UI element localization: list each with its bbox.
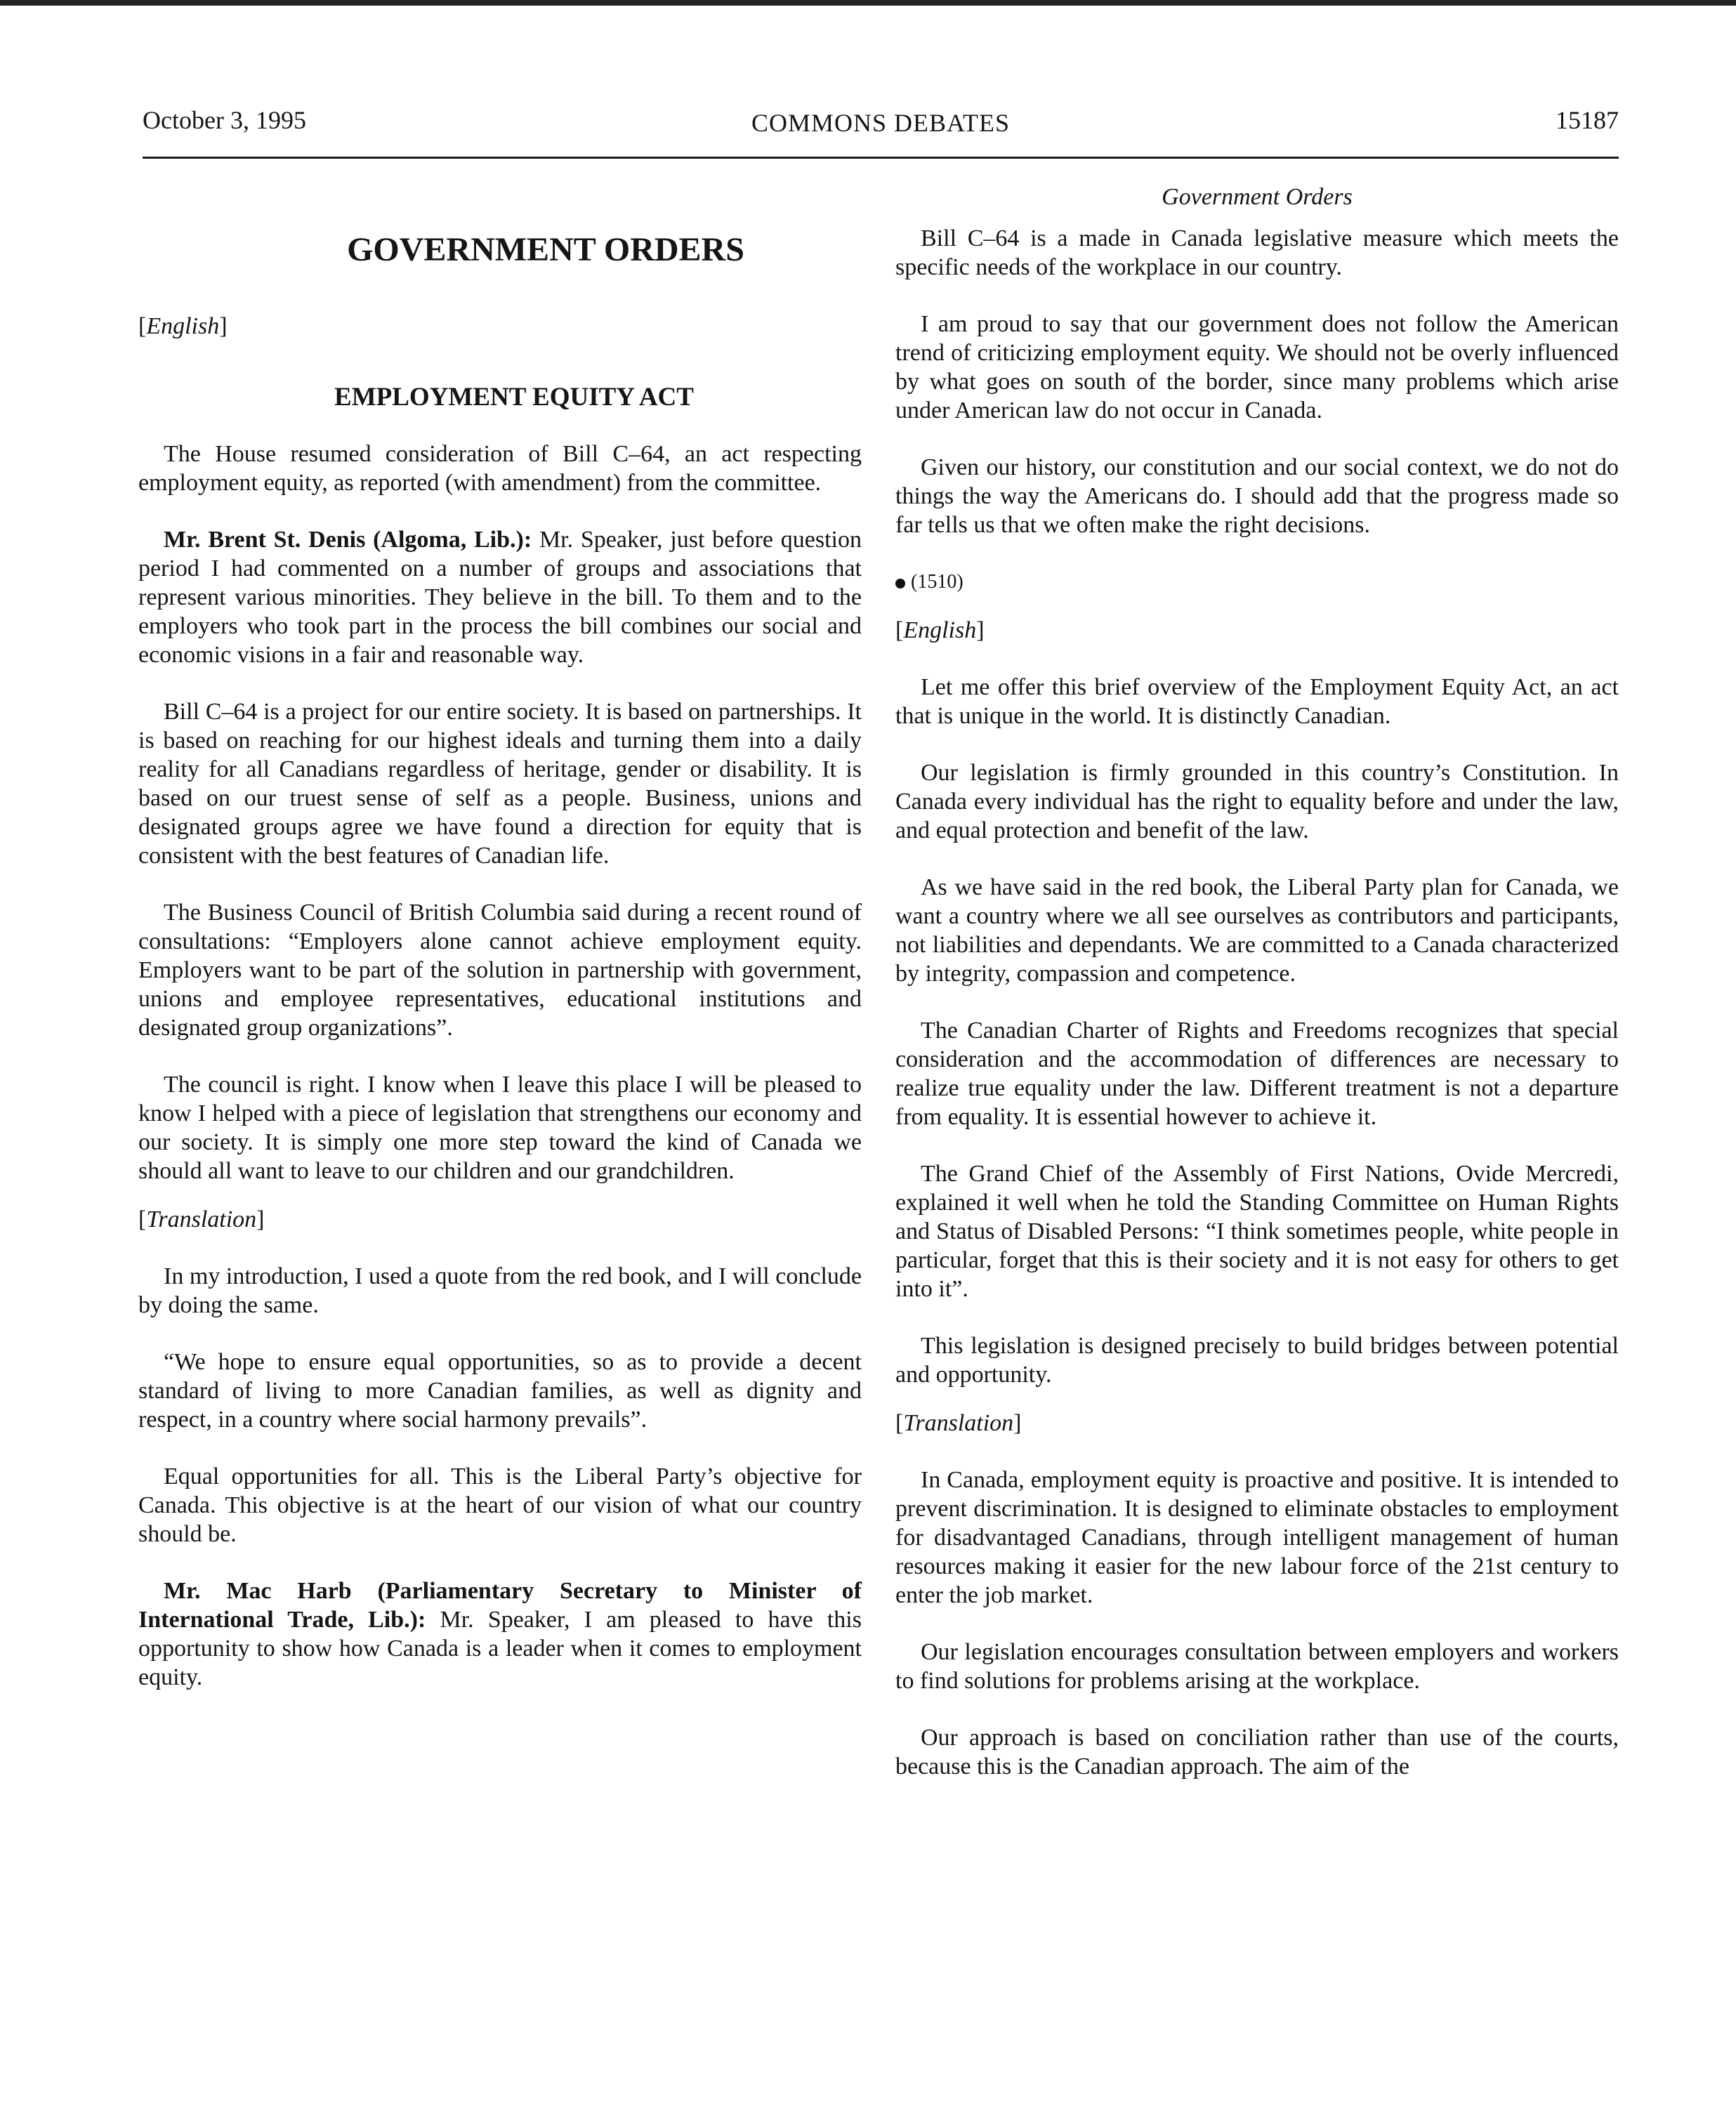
header-rule bbox=[143, 157, 1619, 159]
paragraph: As we have said in the red book, the Liberal Party plan for Canada, we want a country where we all see ourselves as contributors and participants, not liabilities and dependants. We are committed to a Canada characterized by integrity, compassion and competence. bbox=[895, 874, 1619, 987]
paragraph: Our approach is based on conciliation rather than use of the courts, because this is the Canadian approach. The aim of the bbox=[895, 1725, 1619, 1779]
language-tag-english bbox=[138, 312, 862, 341]
header-publication: COMMONS DEBATES bbox=[751, 109, 1011, 137]
paragraph: Bill C–64 is a project for our entire society. It is based on partnerships. It is based on reaching for our highest ideals and turning them into a daily reality for all Canadians regardless of heritage, gender or disability. It is based on our truest sense of self as a people. Business, unions and designated groups agree we have found a direction for equity that is consistent with the best features of Canadian life. bbox=[138, 699, 862, 869]
paragraph: The Grand Chief of the Assembly of First Nations, Ovide Mercredi, explained it well when he told the Standing Committee on Human Rights and Status of Disabled Persons: “I think sometimes people, white people in particular, forget that this is their society and it is not easy for others to get into it”. bbox=[895, 1161, 1619, 1302]
paragraph: Bill C–64 is a made in Canada legislative measure which meets the specific needs of the workplace in our country. bbox=[895, 225, 1619, 280]
paragraph: Equal opportunities for all. This is the Liberal Party’s objective for Canada. This objective is at the heart of our vision of what our country should be. bbox=[138, 1463, 862, 1547]
paragraph: Our legislation encourages consultation between employers and workers to find solutions for problems arising at the workplace. bbox=[895, 1639, 1619, 1694]
language-tag-translation bbox=[895, 1409, 1619, 1438]
running-head: Government Orders bbox=[1162, 184, 1353, 210]
paragraph: The council is right. I know when I leave this place I will be pleased to know I helped with a piece of legislation that strengthens our economy and our society. It is simply one more step toward the kind of Canada we should all want to leave to our children and our grandchildren. bbox=[138, 1072, 862, 1184]
language-tag-english bbox=[895, 616, 1619, 645]
header-page-number: 15187 bbox=[1556, 106, 1619, 134]
language-tag-text: [ Translation ] bbox=[895, 1410, 1022, 1436]
paragraph: The House resumed consideration of Bill C–64, an act respecting employment equity, as reported (with amendment) from the committee. bbox=[138, 441, 862, 496]
speech-paragraph bbox=[138, 1577, 862, 1692]
paragraph: Given our history, our constitution and our social context, we do not do things the way the Americans do. I should add that the progress made so far tells us that we often make the right decisions. bbox=[895, 454, 1619, 538]
paragraph: I am proud to say that our government does not follow the American trend of criticizing employment equity. We should not be overly influenced by what goes on south of the border, since many problems which arise under American law do not occur in Canada. bbox=[895, 311, 1619, 423]
paragraph: In my introduction, I used a quote from the red book, and I will conclude by doing the same. bbox=[138, 1263, 862, 1318]
speech-paragraph bbox=[138, 525, 862, 669]
paragraph: In Canada, employment equity is proactive and positive. It is intended to prevent discrimination. It is designed to eliminate obstacles to employment for disadvantaged Canadians, through intelligent management of human resources making it easier for the new labour force of the 21st century to enter the job market. bbox=[895, 1467, 1619, 1608]
scan-top-edge bbox=[0, 0, 1736, 6]
subhead-employment-equity-act: EMPLOYMENT EQUITY ACT bbox=[334, 383, 694, 412]
quote-paragraph: “We hope to ensure equal opportunities, so as to provide a decent standard of living to more Canadian families, as well as dignity and respect, in a country where social harmony prevails”. bbox=[138, 1349, 862, 1433]
timestamp-text: (1510) bbox=[911, 571, 964, 593]
section-title: GOVERNMENT ORDERS bbox=[347, 231, 744, 268]
page-header bbox=[143, 105, 1619, 147]
timestamp bbox=[895, 567, 1619, 596]
speaker-name: Mr. Mac Harb (Parliamentary Secretary to Minister of International Trade, Lib.): bbox=[138, 1578, 862, 1633]
language-tag-text: [ English ] bbox=[895, 617, 985, 643]
paragraph: The Canadian Charter of Rights and Freedoms recognizes that special consideration and the accommodation of differences are necessary to realize true equality under the law. Different treatment is not a departure from equality. It is essential however to achieve it. bbox=[895, 1018, 1619, 1130]
paragraph: Let me offer this brief overview of the Employment Equity Act, an act that is unique in the world. It is distinctly Canadian. bbox=[895, 674, 1619, 729]
speech-text: Mr. Speaker, I am pleased to have this opportunity to show how Canada is a leader when it comes to employment equity. bbox=[138, 1607, 862, 1690]
paragraph: Our legislation is firmly grounded in this country’s Constitution. In Canada every individual has the right to equality before and under the law, and equal protection and benefit of the law. bbox=[895, 760, 1619, 843]
right-column bbox=[895, 183, 1619, 1781]
language-tag-translation bbox=[138, 1205, 862, 1234]
bullet-icon bbox=[895, 579, 905, 588]
left-column bbox=[138, 183, 862, 1692]
speaker-name: Mr. Brent St. Denis (Algoma, Lib.): bbox=[164, 527, 532, 553]
language-tag-text: [ Translation ] bbox=[138, 1206, 265, 1232]
paragraph: The Business Council of British Columbia said during a recent round of consultations: “Employers alone cannot achieve employment equity. Employers want to be part of the solution in partnership with government, unions and employee representatives, educational institutions and designated group organizations”. bbox=[138, 900, 862, 1041]
speech-text: Mr. Speaker, just before question period I had commented on a number of groups and associations that represent various minorities. They believe in the bill. To them and to the employers who took part in the process the bill combines our social and economic visions in a fair and reasonable way. bbox=[138, 527, 862, 668]
language-tag-text: [ English ] bbox=[138, 313, 228, 339]
paragraph: This legislation is designed precisely to build bridges between potential and opportunity. bbox=[895, 1333, 1619, 1388]
header-date: October 3, 1995 bbox=[143, 106, 306, 134]
